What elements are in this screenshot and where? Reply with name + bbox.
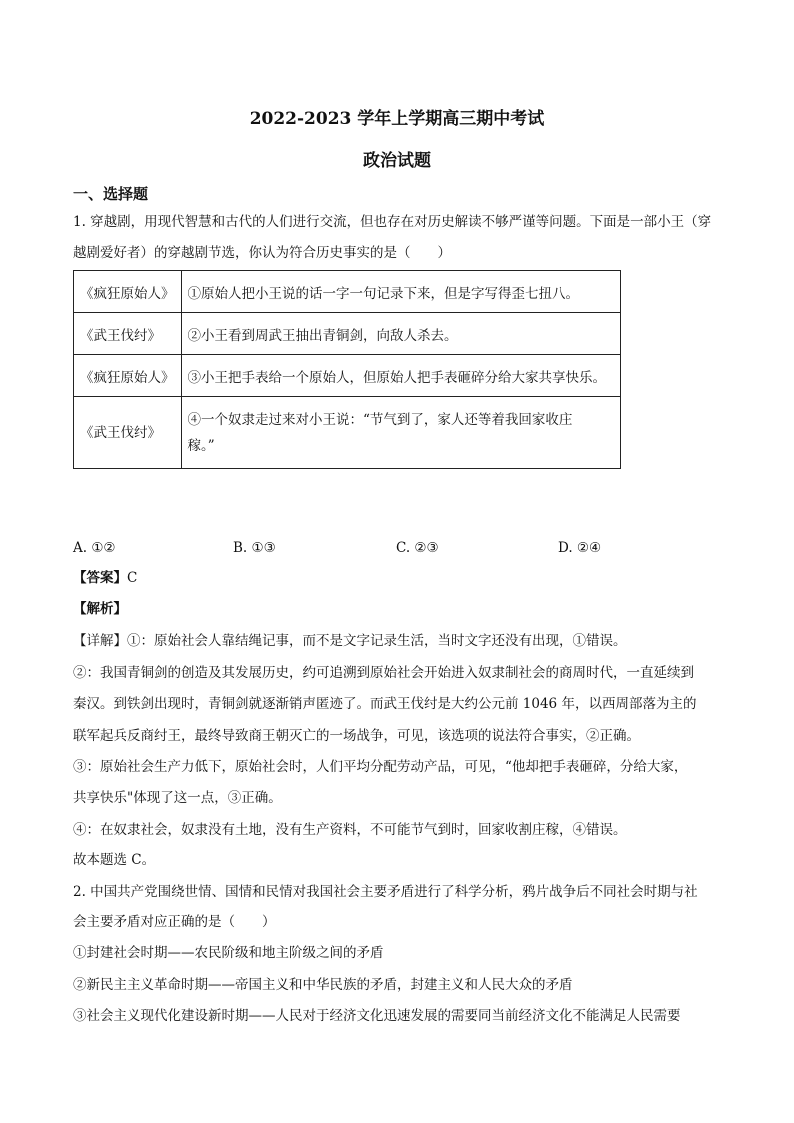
option-b: B. ①③ <box>233 540 276 556</box>
question-2-item-2: ②新民主主义革命时期——帝国主义和中华民族的矛盾，封建主义和人民大众的矛盾 <box>73 977 573 993</box>
detail-line-3b: 共享快乐"体现了这一点，③正确。 <box>73 790 282 806</box>
section-heading: 一、选择题 <box>73 185 149 203</box>
option-d: D. ②④ <box>558 540 602 556</box>
detail-label: 【详解】 <box>73 633 127 649</box>
table-row <box>74 271 621 313</box>
answer-line <box>73 568 723 588</box>
table-cell-text <box>181 397 621 469</box>
answer-label: 【答案】 <box>73 570 127 586</box>
detail-line-4: ④：在奴隶社会，奴隶没有土地，没有生产资料，不可能节气到时，回家收割庄稼，④错误。 <box>73 822 627 838</box>
detail-line-2c: 联军起兵反商纣王，最终导致商王朝灭亡的一场战争，可见，该选项的说法符合事实，②正确。 <box>73 728 640 744</box>
table-row <box>74 313 621 355</box>
table-cell-text-line-1: ④一个奴隶走过来对小王说：“节气到了，家人还等着我回家收庄 <box>187 411 573 428</box>
table-cell-text: ①原始人把小王说的话一字一句记录下来，但是字写得歪七扭八。 <box>181 271 621 313</box>
table-cell-title: 《武王伐纣》 <box>74 313 182 355</box>
table-cell-title: 《武王伐纣》 <box>74 397 182 469</box>
answer-value: C <box>127 570 138 586</box>
question-2-item-1: ①封建社会时期——农民阶级和地主阶级之间的矛盾 <box>73 945 384 961</box>
exam-title: 2022-2023 学年上学期高三期中考试 <box>249 109 545 129</box>
table-cell-title: 《疯狂原始人》 <box>74 355 182 397</box>
detail-line-2a: ②：我国青铜剑的创造及其发展历史，约可追溯到原始社会开始进入奴隶制社会的商周时代，一直延续到 <box>73 665 694 681</box>
table-cell-title: 《疯狂原始人》 <box>74 271 182 313</box>
question-2-stem-line-2: 会主要矛盾对应正确的是（ ） <box>73 914 276 930</box>
question-2-item-3: ③社会主义现代化建设新时期——人民对于经济文化迅速发展的需要同当前经济文化不能满足人民需要 <box>73 1008 681 1024</box>
detail-line-2b: 秦汉。到铁剑出现时，青铜剑就逐渐销声匿迹了。而武王伐纣是大约公元前 1046 年，以西周部落为主的 <box>73 696 697 712</box>
conclusion-line: 故本题选 C。 <box>73 852 156 868</box>
table-row <box>74 355 621 397</box>
question-2-stem-line-1: 2. 中国共产党围绕世情、国情和民情对我国社会主要矛盾进行了科学分析，鸦片战争后不同社会时期与社 <box>73 884 698 900</box>
detail-line-1 <box>73 631 723 651</box>
question-1-table <box>73 270 621 469</box>
analysis-line <box>73 599 723 619</box>
table-cell-text: ③小王把手表给一个原始人，但原始人把手表砸碎分给大家共享快乐。 <box>181 355 621 397</box>
option-c: C. ②③ <box>396 540 439 556</box>
table-cell-text-line-2: 稼。” <box>187 437 215 454</box>
exam-subject: 政治试题 <box>363 151 431 171</box>
question-1-stem-line-2: 越剧爱好者）的穿越剧节选，你认为符合历史事实的是（ ） <box>73 245 451 261</box>
detail-text-1: ①：原始社会人靠结绳记事，而不是文字记录生活，当时文字还没有出现，①错误。 <box>127 633 627 649</box>
table-row <box>74 397 621 469</box>
option-a: A. ①② <box>73 540 116 556</box>
question-1-stem-line-1: 1. 穿越剧，用现代智慧和古代的人们进行交流，但也存在对历史解读不够严谨等问题。下面是一部小王（穿 <box>73 214 712 230</box>
table-cell-text: ②小王看到周武王抽出青铜剑，向敌人杀去。 <box>181 313 621 355</box>
analysis-label: 【解析】 <box>73 601 127 617</box>
detail-line-3a: ③：原始社会生产力低下，原始社会时，人们平均分配劳动产品，可见，“他却把手表砸碎，分给大家， <box>73 759 688 775</box>
